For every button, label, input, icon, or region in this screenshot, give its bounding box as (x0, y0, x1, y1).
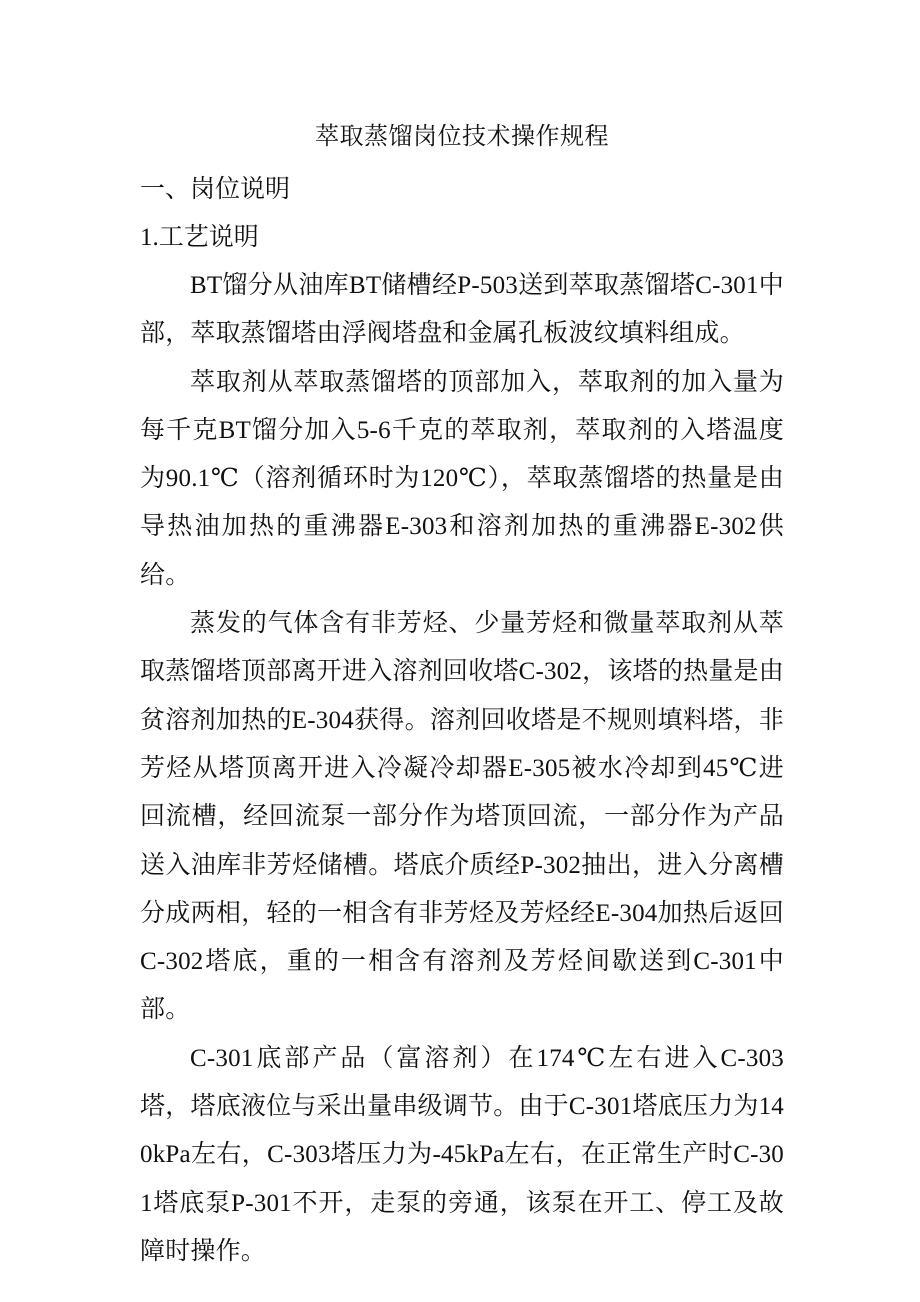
section-heading: 一、岗位说明 (140, 176, 291, 203)
document-page (140, 118, 784, 1276)
paragraph-solvent-recovery: 蒸发的气体含有非芳烃、少量芳烃和微量萃取剂从萃取蒸馏塔顶部离开进入溶剂回收塔C-302，该塔的热量是由贫溶剂加热的E-304获得。溶剂回收塔是不规则填料塔，非芳烃从塔顶离开进入冷凝冷却器E-305被水冷却到45℃进回流槽，经回流泵一部分作为塔顶回流，一部分作为产品送入油库非芳烃储槽。塔底介质经P-302抽出，进入分离槽分成两相，轻的一相含有非芳烃及芳烃经E-304加热后返回C-302塔底，重的一相含有溶剂及芳烃间歇送到C-301中部。 (140, 610, 784, 1024)
paragraph-bottom-product: C-301底部产品（富溶剂）在174℃左右进入C-303塔，塔底液位与采出量串级调节。由于C-301塔底压力为140kPa左右，C-303塔压力为-45kPa左右，在正常生产时C-301塔底泵P-301不开，走泵的旁通，该泵在开工、停工及故障时操作。 (140, 1044, 784, 1265)
paragraph-extractant: 萃取剂从萃取蒸馏塔的顶部加入，萃取剂的加入量为每千克BT馏分加入5-6千克的萃取剂，萃取剂的入塔温度为90.1℃（溶剂循环时为120℃），萃取蒸馏塔的热量是由导热油加热的重沸器E-303和溶剂加热的重沸器E-302供给。 (140, 368, 784, 589)
subsection-heading: 1.工艺说明 (140, 224, 259, 251)
document-title: 萃取蒸馏岗位技术操作规程 (315, 124, 609, 150)
paragraph-feed: BT馏分从油库BT储槽经P-503送到萃取蒸馏塔C-301中部，萃取蒸馏塔由浮阀塔盘和金属孔板波纹填料组成。 (140, 272, 784, 348)
